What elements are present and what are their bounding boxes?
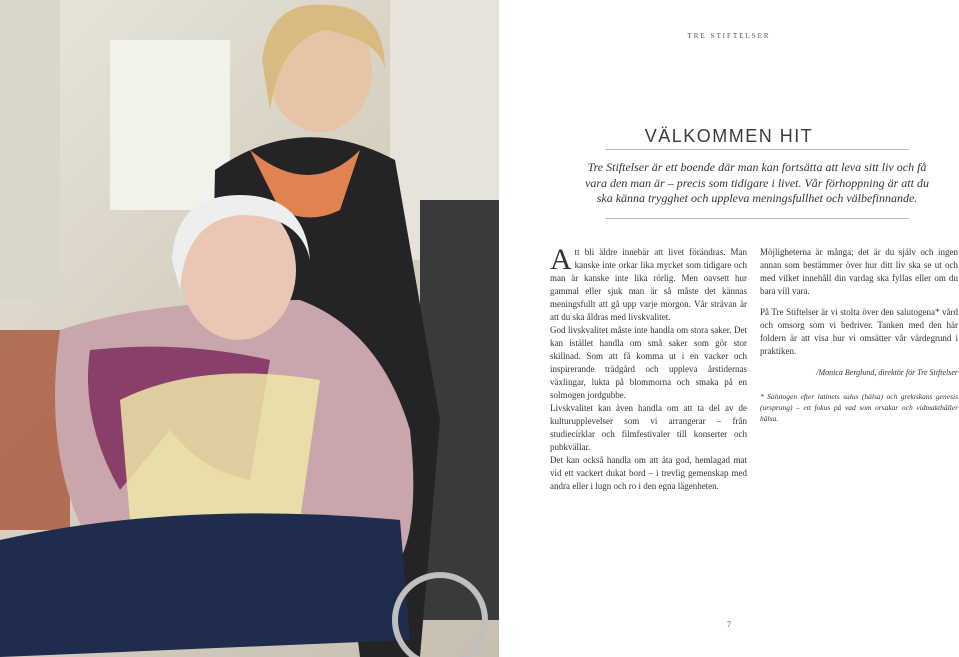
right-column [760, 246, 958, 424]
page-number: 7 [727, 620, 731, 629]
divider-bottom [605, 218, 909, 219]
text-page [499, 0, 959, 657]
intro-text: Tre Stiftelser är ett boende där man kan fortsätta att leva sitt liv och få vara den man är – precis som tidigare i livet. Vår förhoppning är att du ska känna trygghet och uppleva meningsfullhet och välbefinnande. [585, 160, 929, 205]
left-column [550, 243, 747, 493]
right-paragraph-1: Möjligheterna är många; det är du själv och ingen annan som bestämmer över hur ditt liv ska se ut och med vilket innehåll din vardag ska fyllas eller om du bara vill vara. [760, 247, 958, 296]
left-paragraph-2: God livskvalitet måste inte handla om stora saker. Det kan istället handla om små saker som gör stor skillnad. Som att få komma ut i en vacker och inspirerande trädgård och uppleva årstidernas växlingar, lukta på blommorna och smaka på en solmogen jordgubbe. [550, 325, 747, 400]
right-paragraph-2: På Tre Stiftelser är vi stolta över den salutogena* vård och omsorg som vi bedriver. Tanken med den här foldern är att visa hur vi omsätter vår värdegrund i praktiken. [760, 307, 958, 356]
left-paragraph-3: Livskvalitet kan även handla om att ta del av de kulturupplevelser som vi arrangerar – från studiecirklar och filmfestivaler till konserter och pubkvällar. [550, 403, 747, 452]
left-paragraph-4: Det kan också handla om att äta god, hemlagad mat vid ett vackert dukat bord – i trevlig gemenskap med andra eller i lugn och ro i den egna lägenheten. [550, 455, 747, 491]
divider-top [605, 149, 909, 150]
signature: /Monica Berglund, direktör för Tre Stiftelser [816, 368, 958, 377]
footnote: * Salutogen efter latinets salus (hälsa) och grekiskans genesis (ursprung) – ett fokus på vad som orsakar och vidmakthåller hälsa. [760, 392, 958, 423]
header-label: TRE STIFTELSER [687, 32, 771, 40]
left-paragraph-1: Att bli äldre innebär att livet förändras. Man kanske inte orkar lika mycket som tidigare och man är kanske inte lika rörlig. Men oavsett hur gammal eller sjuk man är så måste det kännas meningsfullt att gå upp varje morgon. Vår strävan är att du ska åldras med livskvalitet. [550, 243, 747, 322]
drop-cap: A [550, 243, 572, 276]
page-title: VÄLKOMMEN HIT [644, 126, 814, 147]
